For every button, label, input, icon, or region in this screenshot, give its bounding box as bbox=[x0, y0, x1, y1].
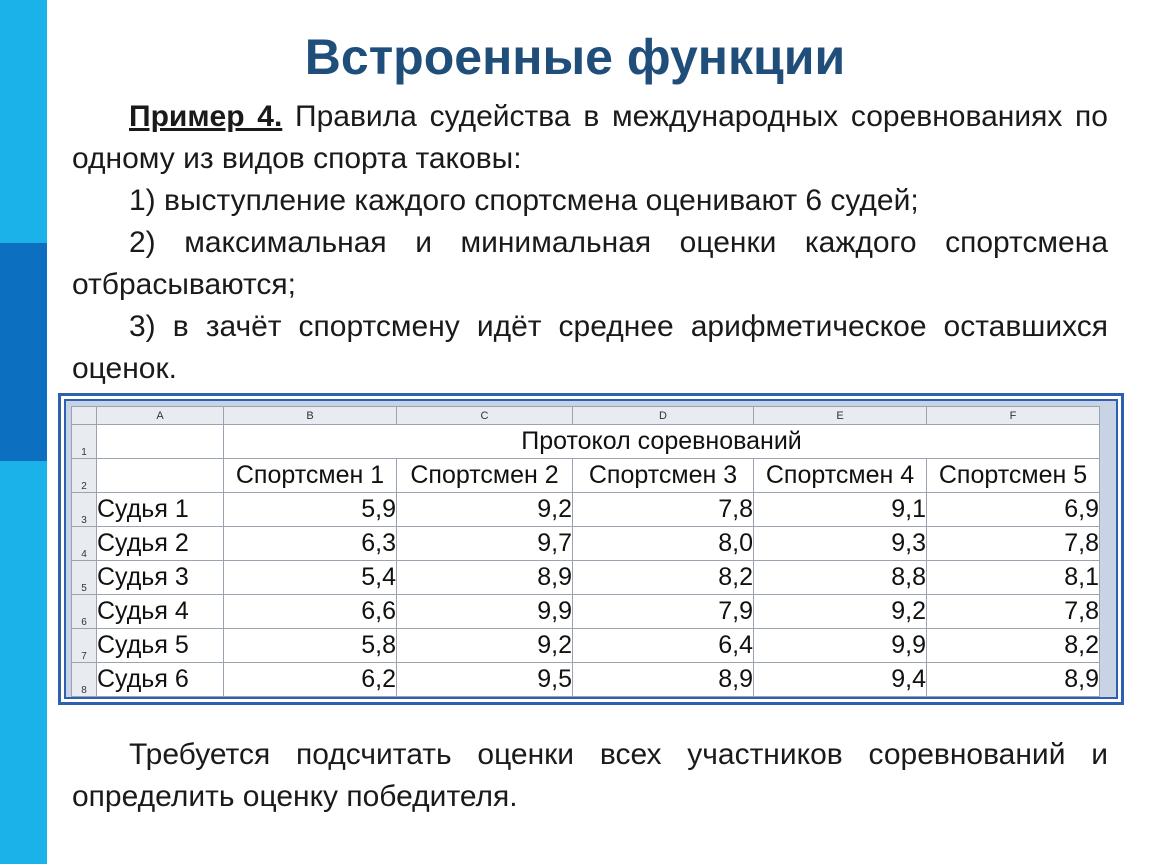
table-row bbox=[72, 459, 1100, 493]
score-cell[interactable]: 8,2 bbox=[927, 629, 1100, 663]
column-header[interactable]: D bbox=[573, 407, 754, 425]
score-cell[interactable]: 9,2 bbox=[397, 629, 573, 663]
row-header[interactable]: 5 bbox=[72, 561, 97, 595]
column-header[interactable]: B bbox=[224, 407, 397, 425]
column-header-row bbox=[72, 407, 1100, 425]
column-header[interactable]: E bbox=[754, 407, 927, 425]
judge-cell[interactable]: Судья 1 bbox=[97, 493, 224, 527]
column-header[interactable]: C bbox=[397, 407, 573, 425]
score-cell[interactable]: 7,9 bbox=[573, 595, 754, 629]
table-row bbox=[72, 663, 1100, 697]
intro-text: Правила судейства в международных соревнованиях по одному из видов спорта таковы: bbox=[72, 100, 1108, 175]
row-header[interactable]: 7 bbox=[72, 629, 97, 663]
score-cell[interactable]: 6,4 bbox=[573, 629, 754, 663]
slide-title: Встроенные функции bbox=[304, 29, 846, 85]
score-cell[interactable]: 5,4 bbox=[224, 561, 397, 595]
judge-cell[interactable]: Судья 5 bbox=[97, 629, 224, 663]
table-row bbox=[72, 425, 1100, 459]
athlete-header-cell[interactable]: Спортсмен 4 bbox=[754, 459, 927, 493]
cell[interactable] bbox=[97, 459, 224, 493]
score-cell[interactable]: 8,1 bbox=[927, 561, 1100, 595]
score-cell[interactable]: 9,9 bbox=[397, 595, 573, 629]
spreadsheet-inner bbox=[64, 399, 1118, 699]
conclusion-paragraph bbox=[72, 734, 1108, 818]
table-row bbox=[72, 527, 1100, 561]
column-header[interactable]: F bbox=[927, 407, 1100, 425]
judge-cell[interactable]: Судья 2 bbox=[97, 527, 224, 561]
row-header[interactable]: 6 bbox=[72, 595, 97, 629]
score-cell[interactable]: 8,9 bbox=[927, 663, 1100, 697]
score-cell[interactable]: 8,0 bbox=[573, 527, 754, 561]
judge-cell[interactable]: Судья 4 bbox=[97, 595, 224, 629]
score-cell[interactable]: 8,9 bbox=[573, 663, 754, 697]
score-cell[interactable]: 9,5 bbox=[397, 663, 573, 697]
score-cell[interactable]: 6,6 bbox=[224, 595, 397, 629]
table-row bbox=[72, 629, 1100, 663]
select-all-corner[interactable] bbox=[72, 407, 97, 425]
score-cell[interactable]: 5,8 bbox=[224, 629, 397, 663]
score-cell[interactable]: 8,9 bbox=[397, 561, 573, 595]
spreadsheet-table bbox=[71, 406, 1100, 697]
left-decor-accent bbox=[0, 243, 47, 461]
judge-cell[interactable]: Судья 3 bbox=[97, 561, 224, 595]
row-header[interactable]: 8 bbox=[72, 663, 97, 697]
column-header[interactable]: A bbox=[97, 407, 224, 425]
intro-paragraph bbox=[72, 96, 1108, 390]
score-cell[interactable]: 9,1 bbox=[754, 493, 927, 527]
athlete-header-cell[interactable]: Спортсмен 5 bbox=[927, 459, 1100, 493]
judge-cell[interactable]: Судья 6 bbox=[97, 663, 224, 697]
score-cell[interactable]: 8,8 bbox=[754, 561, 927, 595]
score-cell[interactable]: 6,9 bbox=[927, 493, 1100, 527]
athlete-header-cell[interactable]: Спортсмен 2 bbox=[397, 459, 573, 493]
score-cell[interactable]: 9,2 bbox=[397, 493, 573, 527]
rule-3: 3) в зачёт спортсмену идёт среднее арифметическое оставшихся оценок. bbox=[72, 310, 1108, 385]
row-header[interactable]: 1 bbox=[72, 425, 97, 459]
athlete-header-cell[interactable]: Спортсмен 3 bbox=[573, 459, 754, 493]
rule-1: 1) выступление каждого спортсмена оценивают 6 судей; bbox=[129, 184, 919, 217]
score-cell[interactable]: 7,8 bbox=[573, 493, 754, 527]
cell[interactable] bbox=[97, 425, 224, 459]
score-cell[interactable]: 9,4 bbox=[754, 663, 927, 697]
score-cell[interactable]: 9,2 bbox=[754, 595, 927, 629]
score-cell[interactable]: 9,9 bbox=[754, 629, 927, 663]
example-label: Пример 4. bbox=[129, 100, 283, 133]
score-cell[interactable]: 8,2 bbox=[573, 561, 754, 595]
score-cell[interactable]: 9,3 bbox=[754, 527, 927, 561]
row-header[interactable]: 3 bbox=[72, 493, 97, 527]
score-cell[interactable]: 7,8 bbox=[927, 527, 1100, 561]
score-cell[interactable]: 9,7 bbox=[397, 527, 573, 561]
table-row bbox=[72, 595, 1100, 629]
score-cell[interactable]: 6,2 bbox=[224, 663, 397, 697]
score-cell[interactable]: 7,8 bbox=[927, 595, 1100, 629]
row-header[interactable]: 2 bbox=[72, 459, 97, 493]
table-row bbox=[72, 493, 1100, 527]
spreadsheet-frame bbox=[58, 393, 1124, 705]
conclusion-text: Требуется подсчитать оценки всех участников соревнований и определить оценку победителя. bbox=[72, 738, 1108, 813]
row-header[interactable]: 4 bbox=[72, 527, 97, 561]
score-cell[interactable]: 6,3 bbox=[224, 527, 397, 561]
score-cell[interactable]: 5,9 bbox=[224, 493, 397, 527]
athlete-header-cell[interactable]: Спортсмен 1 bbox=[224, 459, 397, 493]
table-title-cell[interactable]: Протокол соревнований bbox=[224, 425, 1100, 459]
table-row bbox=[72, 561, 1100, 595]
rule-2: 2) максимальная и минимальная оценки каждого спортсмена отбрасываются; bbox=[72, 226, 1108, 301]
